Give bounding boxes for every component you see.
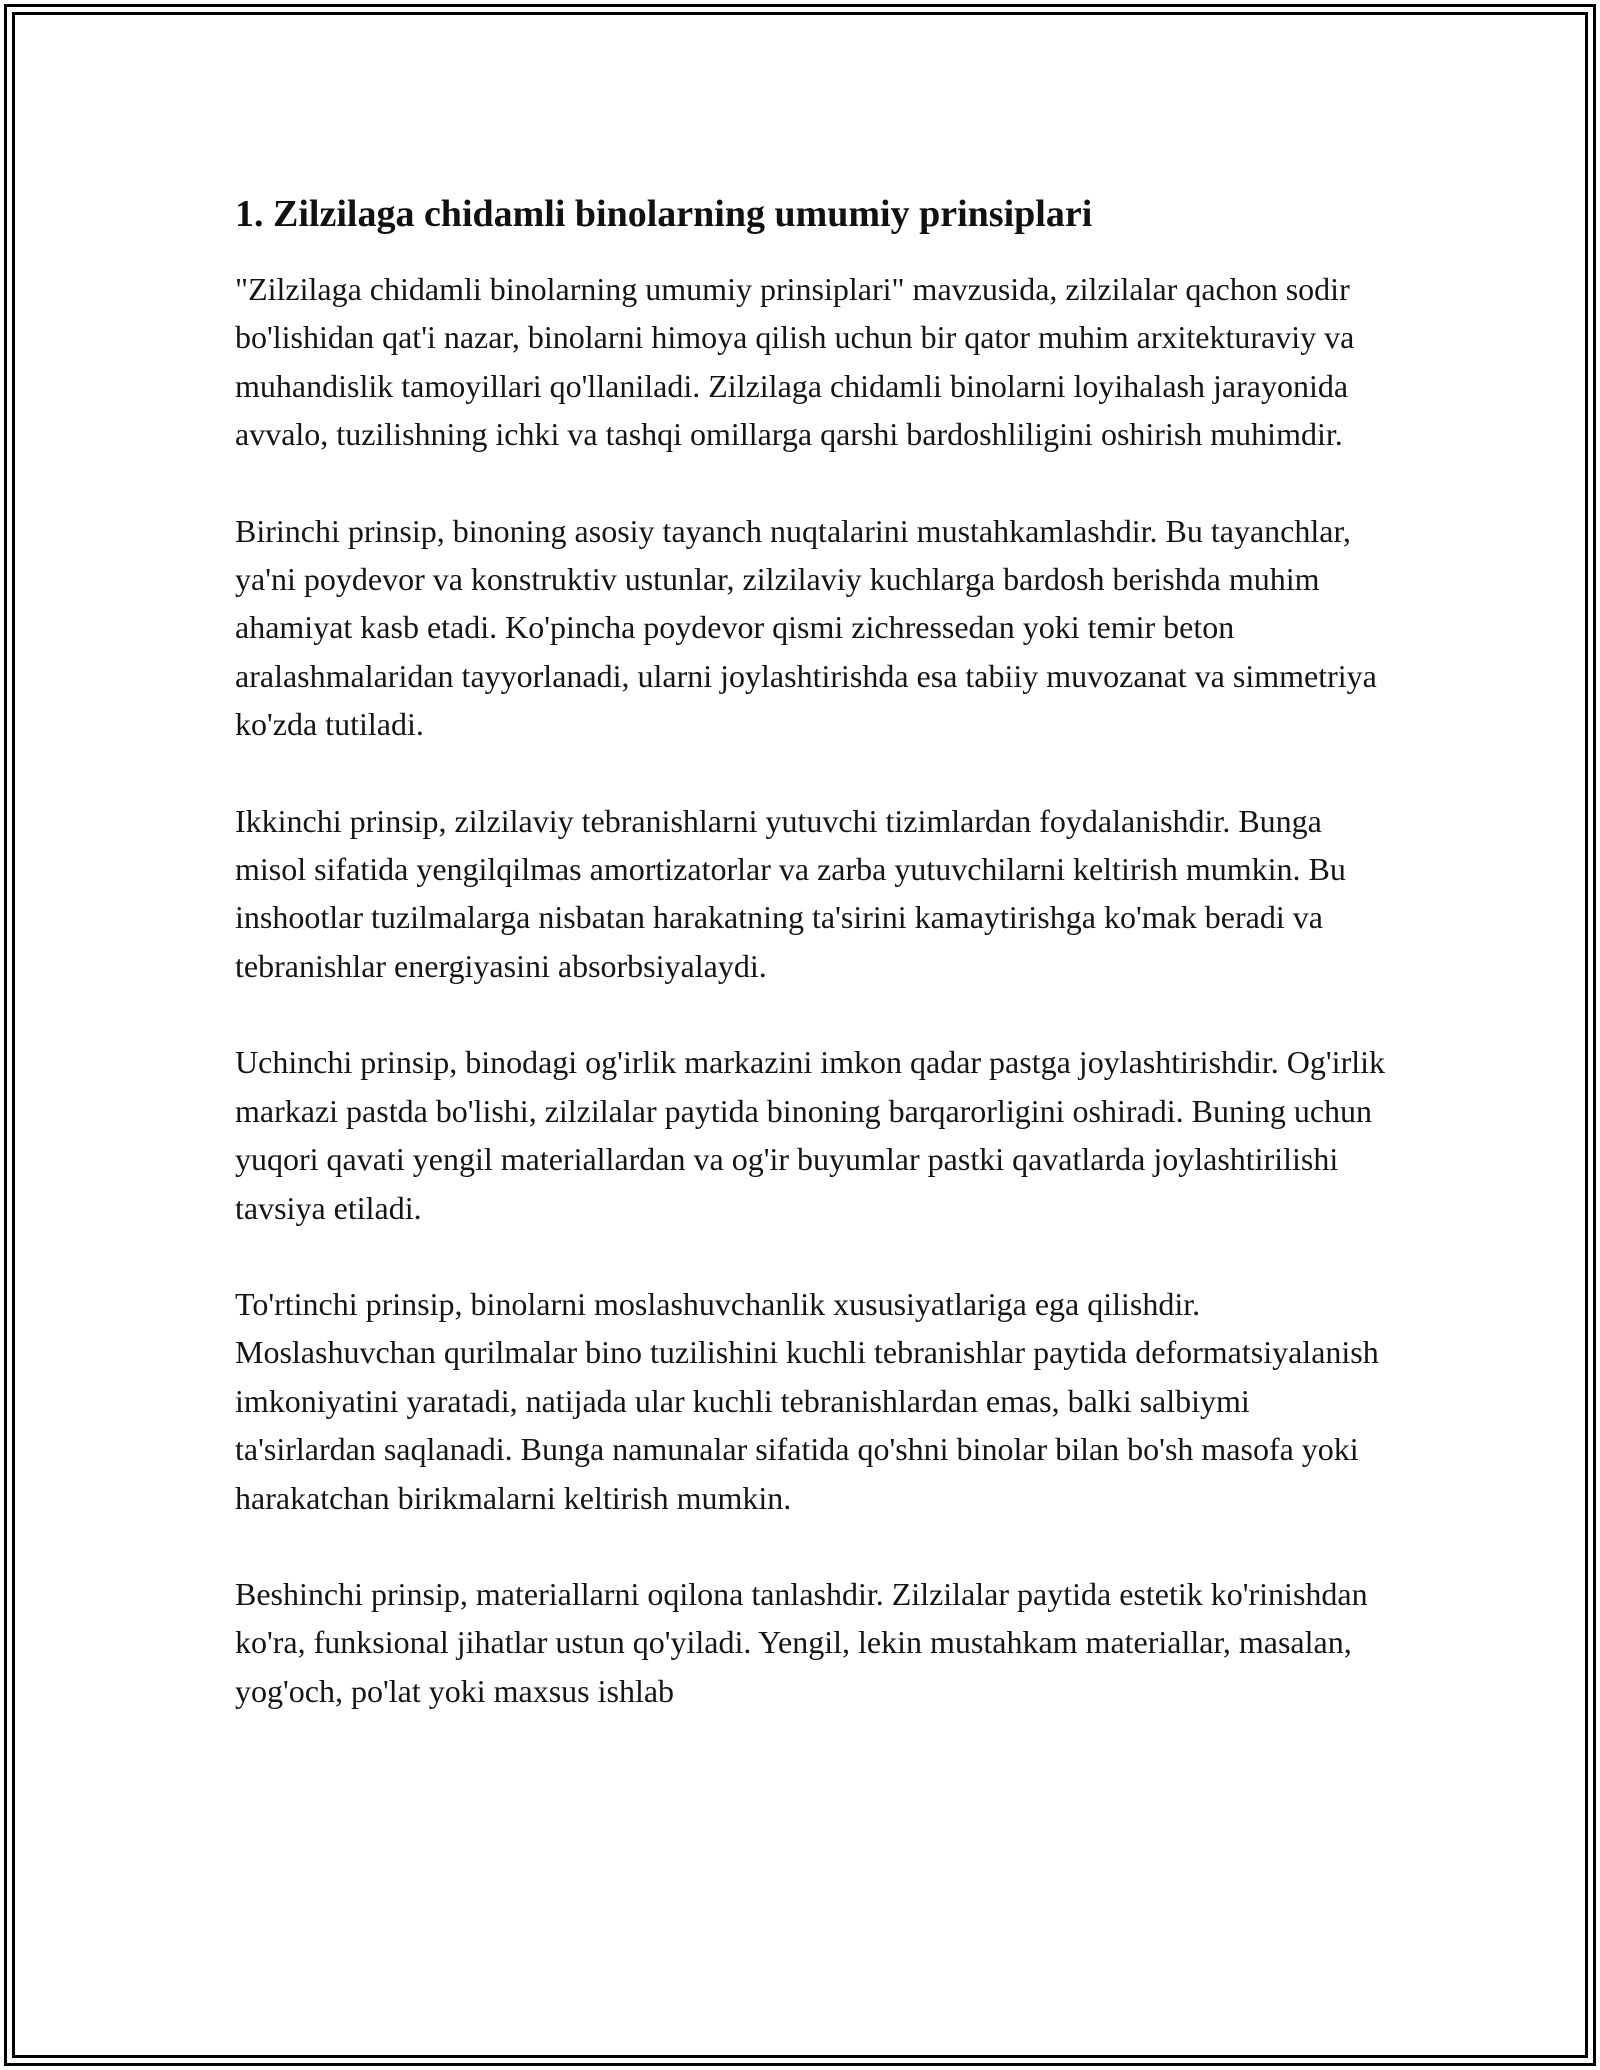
section-heading: 1. Zilzilaga chidamli binolarning umumiy prinsiplari <box>235 193 1093 235</box>
paragraph-principle-1: Birinchi prinsip, binoning asosiy tayanch nuqtalarini mustahkamlashdir. Bu tayanchlar, ya'ni poydevor va konstruktiv ustunlar, zilzilaviy kuchlarga bardosh berishda muhim ahamiyat kasb etadi. Ko'pincha poydevor qismi zichressedan yoki temir beton aralashmalaridan tayyorlanadi, ularni joylashtirishda esa tabiiy muvozanat va simmetriya ko'zda tutiladi. <box>235 512 1377 743</box>
paragraph-principle-5: Beshinchi prinsip, materiallarni oqilona tanlashdir. Zilzilalar paytida estetik ko'rinishdan ko'ra, funksional jihatlar ustun qo'yiladi. Yengil, lekin mustahkam materiallar, masalan, yog'och, po'lat yoki maxsus ishlab <box>235 1575 1368 1709</box>
paragraph-principle-2: Ikkinchi prinsip, zilzilaviy tebranishlarni yutuvchi tizimlardan foydalanishdir. Bunga misol sifatida yengilqilmas amortizatorlar va zarba yutuvchilarni keltirish mumkin. Bu inshootlar tuzilmalarga nisbatan harakatning ta'sirini kamaytirishga ko'mak beradi va tebranishlar energiyasini absorbsiyalaydi. <box>235 802 1346 984</box>
paragraph-principle-4: To'rtinchi prinsip, binolarni moslashuvchanlik xususiyatlariga ega qilishdir. Moslashuvchan qurilmalar bino tuzilishini kuchli tebranishlar paytida deformatsiyalanish imkoniyatini yaratadi, natijada ular kuchli tebranishlardan emas, balki salbiymi ta'sirlardan saqlanadi. Bunga namunalar sifatida qo'shni binolar bilan bo'sh masofa yoki harakatchan birikmalarni keltirish mumkin. <box>235 1285 1379 1516</box>
paragraph-principle-3: Uchinchi prinsip, binodagi og'irlik markazini imkon qadar pastga joylashtirishdir. Og'irlik markazi pastda bo'lishi, zilzilalar paytida binoning barqarorligini oshiradi. Buning uchun yuqori qavati yengil materiallardan va og'ir buyumlar pastki qavatlarda joylashtirilishi tavsiya etiladi. <box>235 1044 1385 1226</box>
paragraph-intro: "Zilzilaga chidamli binolarning umumiy prinsiplari" mavzusida, zilzilalar qachon sodir bo'lishidan qat'i nazar, binolarni himoya qilish uchun bir qator muhim arxitekturaviy va muhandislik tamoyillari qo'llaniladi. Zilzilaga chidamli binolarni loyihalash jarayonida avvalo, tuzilishning ichki va tashqi omillarga qarshi bardoshliligini oshirish muhimdir. <box>235 271 1355 453</box>
document-body <box>235 185 1385 1763</box>
